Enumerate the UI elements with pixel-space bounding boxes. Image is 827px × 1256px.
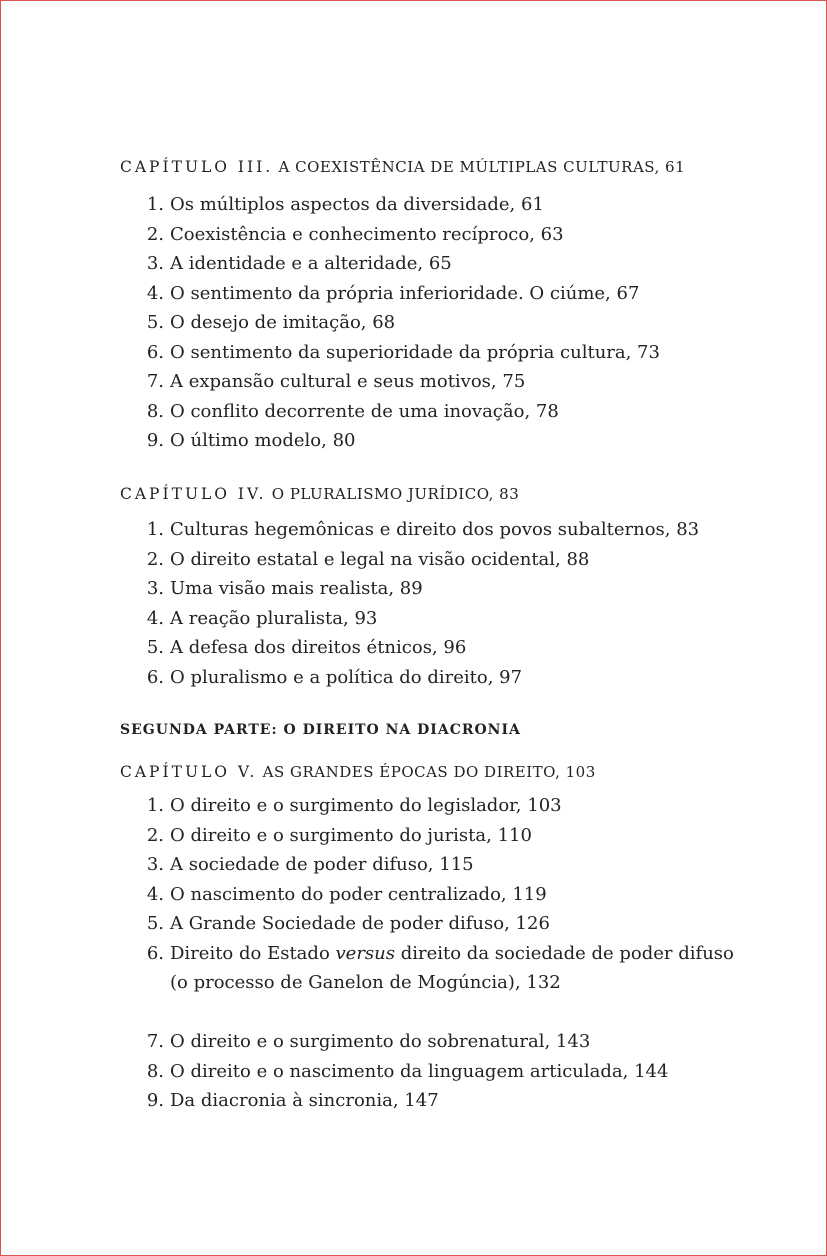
item-text: A defesa dos direitos étnicos, 96 (170, 637, 467, 658)
chapter-5-label: CAPÍTULO V. (120, 763, 258, 781)
item-text: A Grande Sociedade de poder difuso, 126 (170, 913, 550, 934)
list-item (120, 397, 760, 427)
list-item (120, 939, 760, 998)
list-item (120, 633, 760, 663)
chapter-5-heading (120, 763, 596, 781)
item-number: 2. (146, 223, 164, 245)
list-item (120, 663, 760, 693)
item-number: 7. (146, 371, 164, 392)
list-item (120, 249, 760, 279)
list-item (120, 279, 760, 309)
item-number: 3. (146, 578, 164, 599)
list-item (120, 604, 760, 634)
item-text: O sentimento da superioridade da própria cultura, 73 (170, 341, 660, 363)
item-number: 5. (146, 637, 164, 658)
item-text: A reação pluralista, 93 (170, 607, 378, 629)
chapter-4-label: CAPÍTULO IV. (120, 485, 267, 503)
list-item (120, 220, 760, 250)
list-item (120, 850, 760, 880)
item-text-continuation: (o processo de Ganelon de Mogúncia), 132 (170, 972, 561, 993)
item-number: 9. (146, 430, 164, 451)
list-item (120, 574, 760, 604)
item-text (170, 939, 734, 969)
item-text: Culturas hegemônicas e direito dos povos subalternos, 83 (170, 519, 700, 540)
item-text: O direito e o surgimento do sobrenatural, 143 (170, 1031, 591, 1052)
item-text: O nascimento do poder centralizado, 119 (170, 883, 547, 905)
item-text: O direito e o surgimento do legislador, 103 (170, 795, 562, 816)
item-text: O último modelo, 80 (170, 430, 356, 451)
item-number: 1. (146, 519, 164, 540)
item-text: A sociedade de poder difuso, 115 (170, 854, 474, 875)
item-number: 2. (146, 548, 164, 570)
chapter-3-label: CAPÍTULO III. (120, 158, 274, 176)
item-text: O pluralismo e a política do direito, 97 (170, 666, 523, 688)
list-item (120, 1027, 760, 1057)
list-item (120, 880, 760, 910)
list-item (120, 338, 760, 368)
item-text: Uma visão mais realista, 89 (170, 578, 423, 599)
item-number: 2. (146, 824, 164, 846)
item-number: 9. (146, 1090, 164, 1111)
item-number: 1. (146, 795, 164, 816)
item-number: 8. (146, 400, 164, 422)
item-number: 4. (146, 883, 164, 905)
list-item (120, 367, 760, 397)
list-item (120, 1057, 760, 1087)
item-text-part: Direito do Estado (170, 942, 336, 964)
item-number: 8. (146, 1060, 164, 1082)
item-text: O direito e o surgimento do jurista, 110 (170, 824, 532, 846)
list-item (120, 1086, 760, 1116)
item-number: 3. (146, 253, 164, 274)
item-number: 6. (146, 942, 164, 964)
item-number: 7. (146, 1031, 164, 1052)
item-text: Os múltiplos aspectos da diversidade, 61 (170, 194, 544, 215)
list-item (120, 308, 760, 338)
chapter-3-heading (120, 158, 685, 176)
part-2-heading: SEGUNDA PARTE: O DIREITO NA DIACRONIA (120, 722, 521, 738)
list-item (120, 791, 760, 821)
item-number: 6. (146, 666, 164, 688)
item-text: A expansão cultural e seus motivos, 75 (170, 371, 526, 392)
item-text-part: direito da sociedade de poder difuso (395, 942, 734, 964)
item-number: 5. (146, 913, 164, 934)
list-item (120, 545, 760, 575)
item-number: 3. (146, 854, 164, 875)
chapter-4-heading (120, 485, 519, 503)
chapter-5-title: AS GRANDES ÉPOCAS DO DIREITO, 103 (262, 763, 596, 781)
list-item (120, 821, 760, 851)
chapter-4-title: O PLURALISMO JURÍDICO, 83 (271, 485, 520, 503)
chapter-3-title: A COEXISTÊNCIA DE MÚLTIPLAS CULTURAS, 61 (278, 158, 686, 176)
item-text: O sentimento da própria inferioridade. O ciúme, 67 (170, 282, 640, 304)
item-text: Coexistência e conhecimento recíproco, 63 (170, 223, 564, 245)
item-text: O conflito decorrente de uma inovação, 78 (170, 400, 559, 422)
item-number: 4. (146, 607, 164, 629)
list-item (120, 909, 760, 939)
list-item (120, 190, 760, 220)
item-number: 4. (146, 282, 164, 304)
item-text: A identidade e a alteridade, 65 (170, 253, 452, 274)
item-number: 1. (146, 194, 164, 215)
list-item (120, 426, 760, 456)
list-item (120, 515, 760, 545)
item-text: O desejo de imitação, 68 (170, 312, 396, 333)
item-text: O direito e o nascimento da linguagem articulada, 144 (170, 1060, 669, 1082)
item-number: 5. (146, 312, 164, 333)
item-text-italic: versus (335, 942, 395, 964)
item-text: O direito estatal e legal na visão ocidental, 88 (170, 548, 590, 570)
item-number: 6. (146, 341, 164, 363)
item-text: Da diacronia à sincronia, 147 (170, 1090, 439, 1111)
